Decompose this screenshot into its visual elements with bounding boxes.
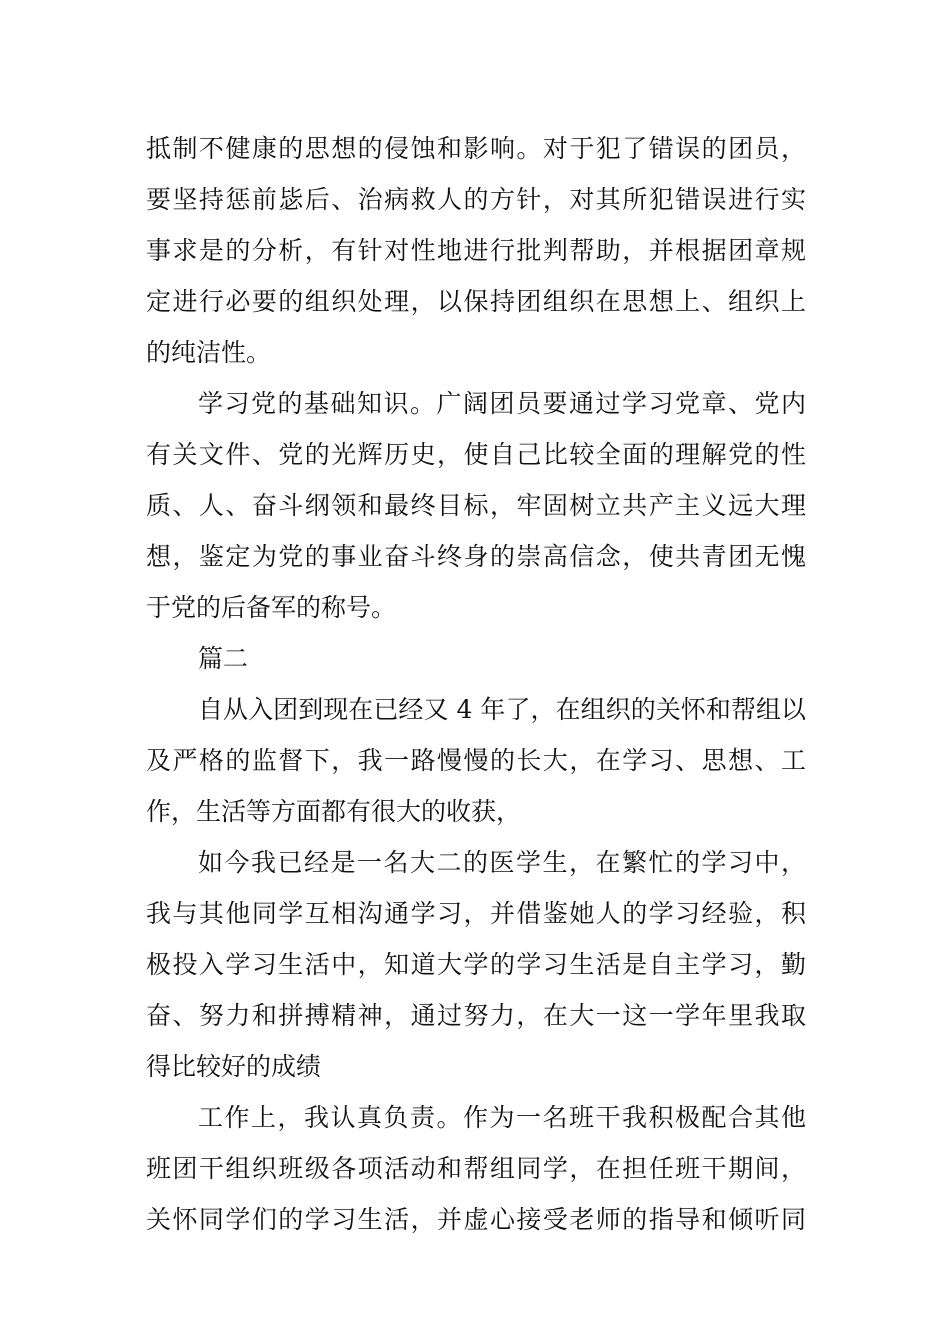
text-line: 作，生活等方面都有很大的收获， — [146, 797, 522, 826]
text-line: 班团干组织班级各项活动和帮组同学，在担任班干期间， — [146, 1154, 806, 1183]
text-line: 我与其他同学互相沟通学习，并借鉴她人的学习经验，积 — [146, 899, 806, 928]
text-line: 质、人、奋斗纲领和最终目标，牢固树立共产主义远大理 — [146, 491, 806, 520]
text-line: 极投入学习生活中，知道大学的学习生活是自主学习，勤 — [146, 950, 806, 979]
paragraph-first-line: 工作上，我认真负责。作为一名班干我积极配合其他 — [198, 1103, 806, 1132]
text-line: 抵制不健康的思想的侵蚀和影响。对于犯了错误的团员， — [146, 134, 806, 163]
paragraph-first-line: 自从入团到现在已经又 4 年了，在组织的关怀和帮组以 — [198, 695, 806, 724]
text-line: 事求是的分析，有针对性地进行批判帮助，并根据团章规 — [146, 236, 806, 265]
paragraph-first-line: 学习党的基础知识。广阔团员要通过学习党章、党内 — [198, 389, 806, 418]
text-line: 的纯洁性。 — [146, 338, 272, 367]
text-line: 得比较好的成绩 — [146, 1052, 322, 1081]
text-line: 定进行必要的组织处理，以保持团组织在思想上、组织上 — [146, 287, 806, 316]
text-line: 有关文件、党的光辉历史，使自己比较全面的理解党的性 — [146, 440, 806, 469]
text-line: 想，鉴定为党的事业奋斗终身的崇高信念，使共青团无愧 — [146, 542, 806, 571]
text-line: 要坚持惩前毖后、治病救人的方针，对其所犯错误进行实 — [146, 185, 806, 214]
paragraph-first-line: 如今我已经是一名大二的医学生，在繁忙的学习中， — [198, 848, 806, 877]
section-heading: 篇二 — [198, 644, 249, 673]
text-line: 及严格的监督下，我一路慢慢的长大，在学习、思想、工 — [146, 746, 806, 775]
text-line: 于党的后备军的称号。 — [146, 593, 397, 622]
text-line: 奋、努力和拼搏精神，通过努力，在大一这一学年里我取 — [146, 1001, 806, 1030]
text-line: 关怀同学们的学习生活，并虚心接受老师的指导和倾听同 — [146, 1205, 806, 1234]
